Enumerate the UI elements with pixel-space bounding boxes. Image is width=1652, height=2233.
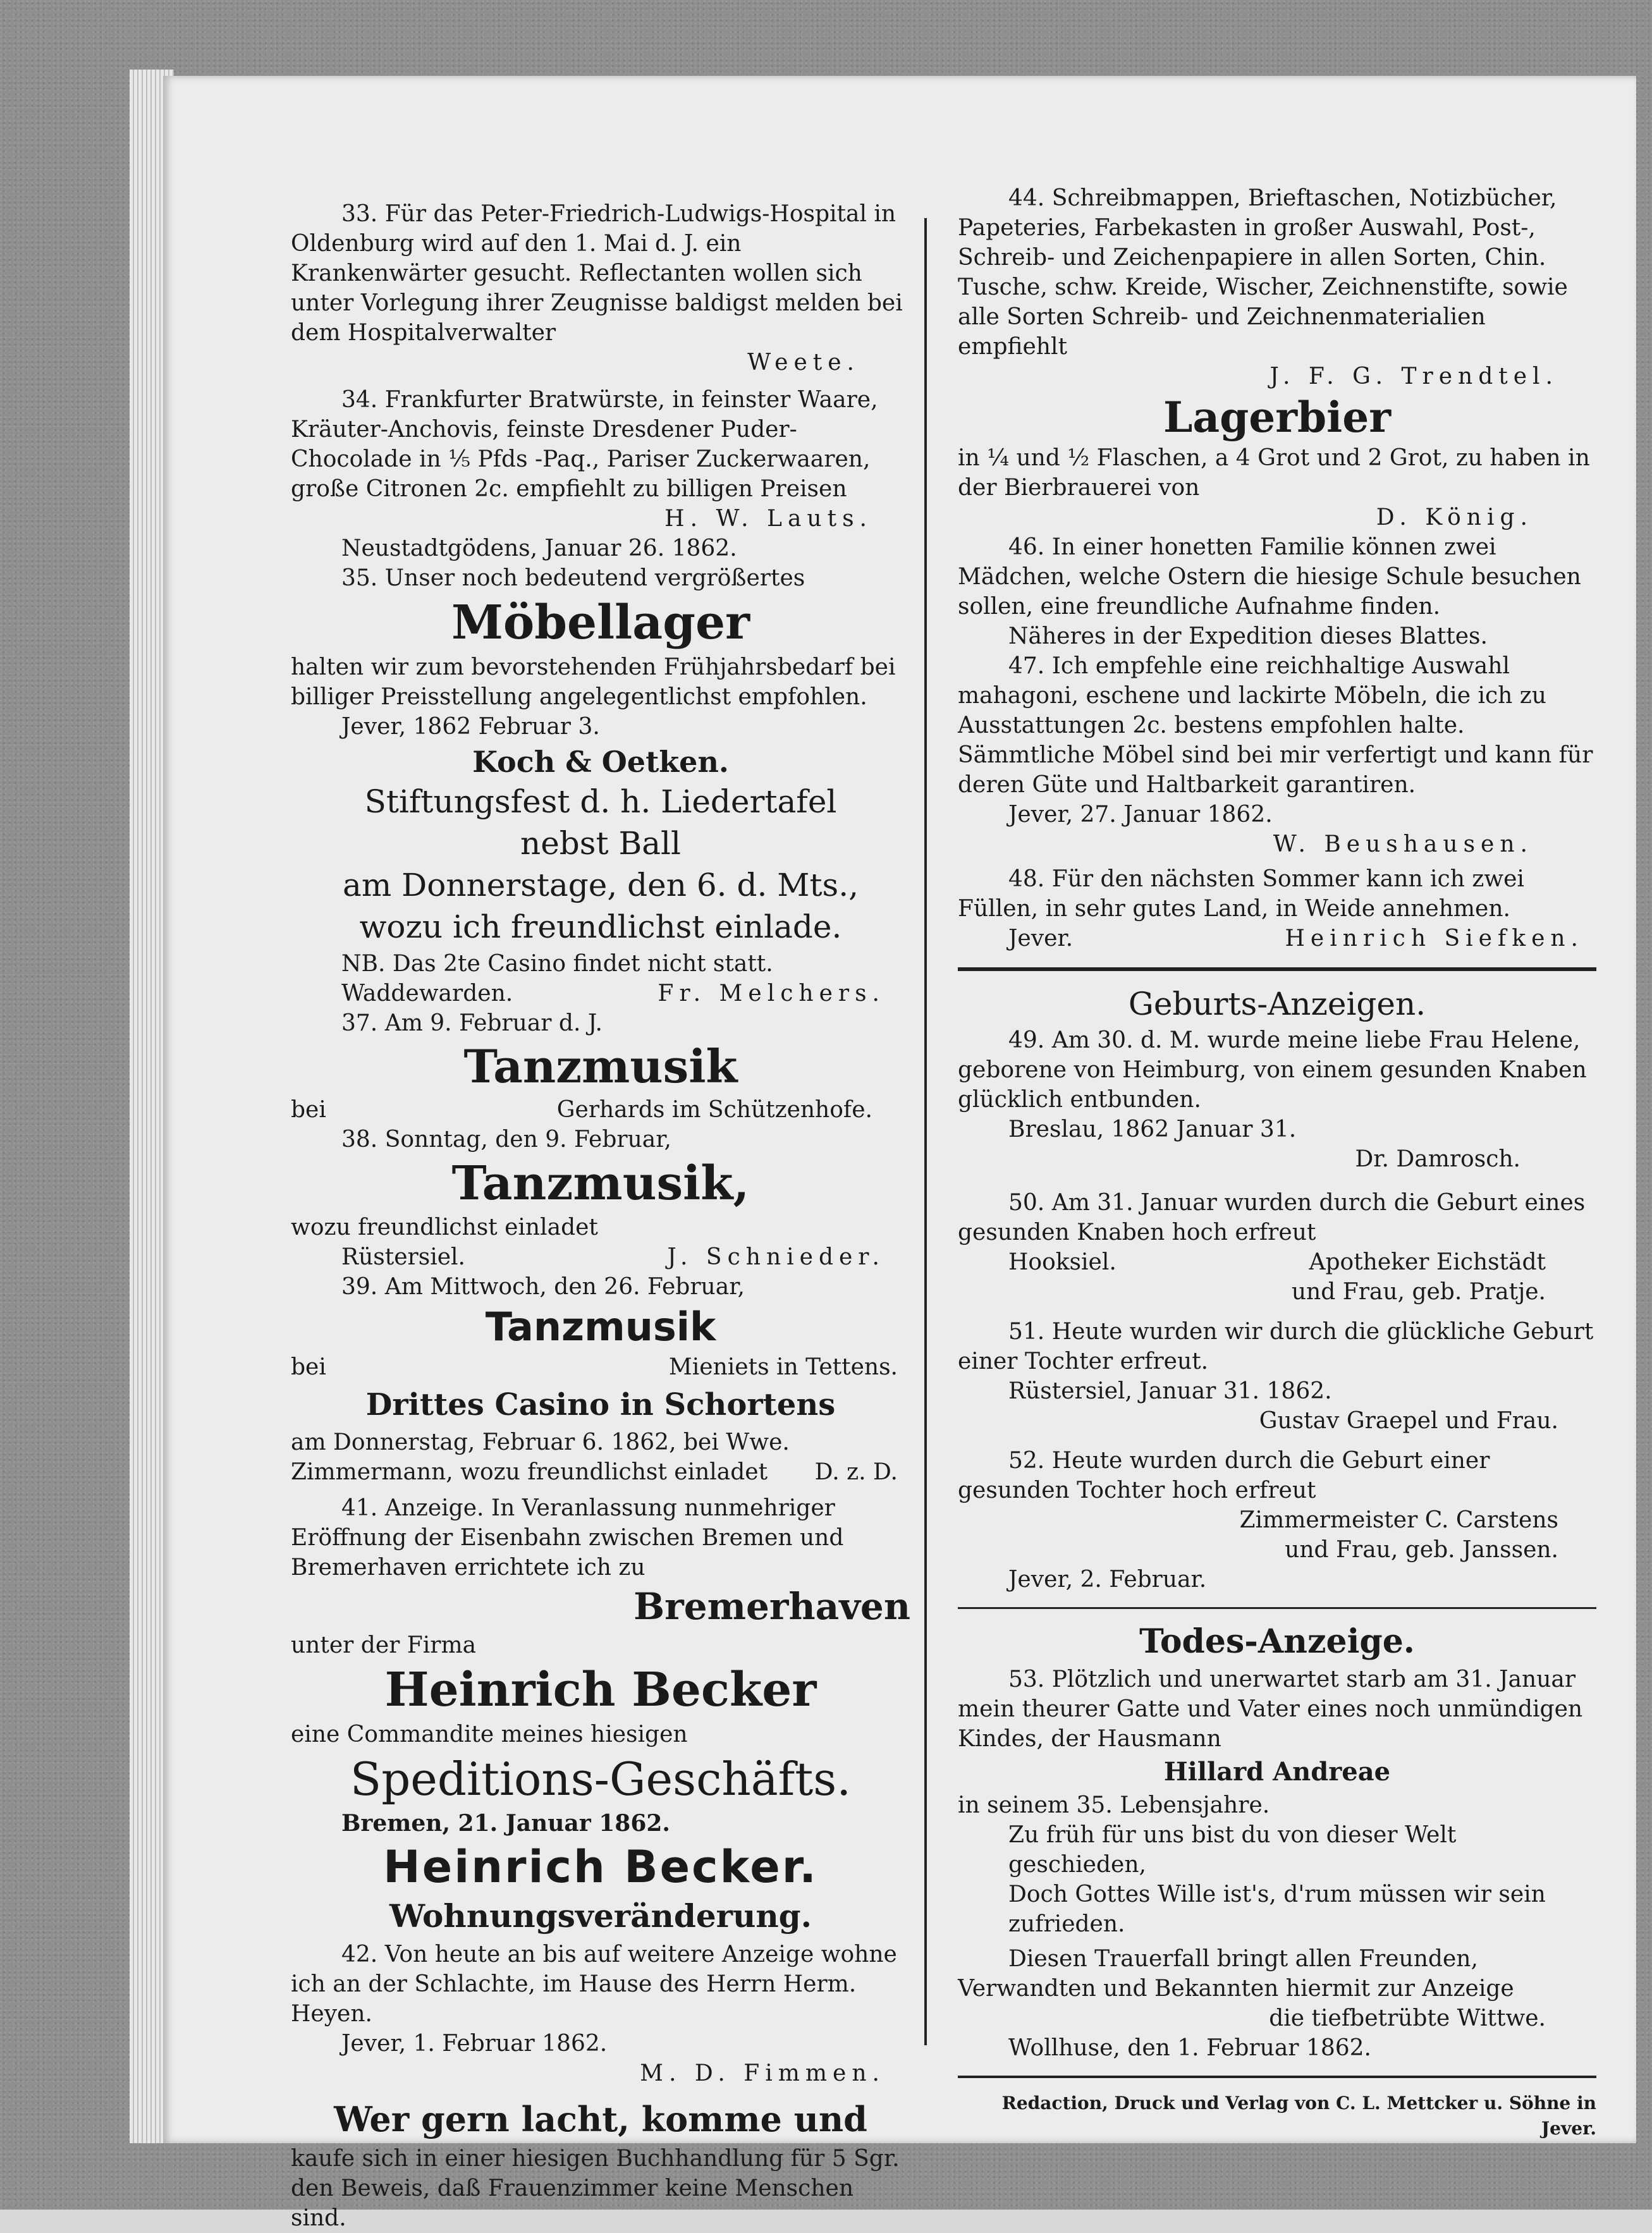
ad-45-signature: D. König. <box>1376 505 1533 530</box>
ad-53-text: 53. Plötzlich und unerwartet starb am 31. Januar mein theurer Gatte und Vater eines noch unmündigen Kindes, der Hausmann <box>958 1667 1583 1752</box>
ad-43-heading: Wer gern lacht, komme und <box>334 2099 867 2139</box>
ad-51-text: 51. Heute wurden wir durch die glückliche Geburt einer Tochter erfreut. <box>958 1319 1594 1374</box>
ad-36-line-2: nebst Ball <box>520 825 681 862</box>
ad-41-body: 41. Anzeige. In Veranlassung nunmehriger Eröffnung der Eisenbahn zwischen Bremen und Bremerhaven errichtete ich zu <box>291 1495 844 1581</box>
ad-53-verse-1: Zu früh für uns bist du von dieser Welt geschieden, <box>1008 1822 1457 1878</box>
ad-36-nb: NB. Das 2te Casino findet nicht statt. <box>341 951 773 977</box>
ad-38-place: Rüstersiel. <box>341 1244 465 1270</box>
ad-35-heading: Möbellager <box>451 596 750 650</box>
ad-53-place: Wollhuse, den 1. Februar 1862. <box>1008 2035 1371 2061</box>
ad-41-place: Bremen, 21. Januar 1862. <box>341 1810 670 1837</box>
ad-52-place: Jever, 2. Februar. <box>1008 1567 1207 1593</box>
ad-48-text: 48. Für den nächsten Sommer kann ich zwei Füllen, in sehr gutes Land, in Weide annehmen. <box>958 866 1524 922</box>
ad-41-commandite: eine Commandite meines hiesigen <box>291 1722 688 1747</box>
ad-48-signature: Heinrich Siefken. <box>1285 926 1584 951</box>
ad-50-signature-2: und Frau, geb. Pratje. <box>1291 1279 1546 1305</box>
ad-33-signature: Weete. <box>747 350 860 376</box>
ad-42-heading: Wohnungsveränderung. <box>389 1897 812 1935</box>
ad-41-signature: Heinrich Becker. <box>383 1841 818 1893</box>
ad-40-signature: D. z. D. <box>814 1459 898 1485</box>
left-column <box>291 199 910 2233</box>
ad-39-heading: Tanzmusik <box>485 1304 716 1350</box>
ad-47-signature: W. Beushausen. <box>1273 831 1533 857</box>
ad-49-text: 49. Am 30. d. M. wurde meine liebe Frau Helene, geborene von Heimburg, von einem gesunden Knaben glücklich entbunden. <box>958 1027 1587 1113</box>
ad-45-heading: Lagerbier <box>1163 393 1392 442</box>
ad-40-body: am Donnerstag, Februar 6. 1862, bei Wwe. Zimmermann, wozu freundlichst einladet <box>291 1429 790 1485</box>
ad-34-signature: H. W. Lauts. <box>664 506 872 532</box>
ad-35-place: Jever, 1862 Februar 3. <box>341 714 600 740</box>
ad-33-text: 33. Für das Peter-Friedrich-Ludwigs-Hospital in Oldenburg wird auf den 1. Mai d. J. ein Krankenwärter gesucht. Reflectanten wollen sich unter Vorlegung ihrer Zeugnisse baldigst melden bei dem Hospitalverwalter <box>291 201 903 346</box>
ad-39-bei: bei <box>291 1354 326 1380</box>
ad-41-firma: unter der Firma <box>291 1632 477 1658</box>
ad-52-signature-2: und Frau, geb. Janssen. <box>1285 1537 1558 1563</box>
ad-43-body: kaufe sich in einer hiesigen Buchhandlung für 5 Sgr. den Beweis, daß Frauenzimmer keine Menschen sind. <box>291 2146 900 2231</box>
ad-39-intro: 39. Am Mittwoch, den 26. Februar, <box>341 1274 745 1300</box>
ad-41-spedition: Speditions-Geschäfts. <box>350 1753 852 1806</box>
section-rule <box>958 1607 1596 1609</box>
ad-36-line-4: wozu ich freundlichst einlade. <box>359 908 842 945</box>
ad-46-text: 46. In einer honetten Familie können zwei Mädchen, welche Ostern die hiesige Schule besuchen sollen, eine freundliche Aufnahme finden. <box>958 534 1581 620</box>
ad-42-signature: M. D. Fimmen. <box>640 2060 885 2086</box>
ad-44-signature: J. F. G. Trendtel. <box>1270 364 1558 389</box>
ad-38-signature: J. Schnieder. <box>667 1244 885 1270</box>
imprint: Redaction, Druck und Verlag von C. L. Mettcker u. Söhne in Jever. <box>1001 2093 1596 2139</box>
ad-49-signature: Dr. Damrosch. <box>1355 1146 1520 1172</box>
ad-37-bei: bei <box>291 1097 326 1123</box>
ad-48-place: Jever. <box>1008 926 1074 951</box>
ad-41-city: Bremerhaven <box>633 1585 910 1628</box>
ad-37-location: Gerhards im Schützenhofe. <box>556 1097 872 1123</box>
ad-36-place: Waddewarden. <box>341 981 513 1006</box>
ad-39-location: Mieniets in Tettens. <box>668 1354 898 1380</box>
section-rule <box>958 2076 1596 2078</box>
ad-51-signature: Gustav Graepel und Frau. <box>1259 1408 1558 1434</box>
ad-36-line-3: am Donnerstage, den 6. d. Mts., <box>343 867 859 903</box>
birth-heading: Geburts-Anzeigen. <box>1128 986 1426 1022</box>
ad-53-name: Hillard Andreae <box>1163 1757 1391 1787</box>
ad-36-signature: Fr. Melchers. <box>658 981 885 1006</box>
ad-50-text: 50. Am 31. Januar wurden durch die Geburt eines gesunden Knaben hoch erfreut <box>958 1190 1586 1245</box>
ad-38-heading: Tanzmusik, <box>451 1156 750 1211</box>
ad-37-intro: 37. Am 9. Februar d. J. <box>341 1010 603 1036</box>
ad-47-text: 47. Ich empfehle eine reichhaltige Auswahl mahagoni, eschene und lackirte Möbeln, die ich zu Ausstattungen 2c. bestens empfohlen halte. Sämmtliche Möbel sind bei mir verfertigt und kann für deren Güte und Haltbarkeit garantiren. <box>958 653 1593 798</box>
section-rule <box>958 967 1596 971</box>
ad-44-text: 44. Schreibmappen, Brieftaschen, Notizbücher, Papeteries, Farbekasten in großer Auswahl, Post-, Schreib- und Zeichenpapiere in allen Sorten, Chin. Tusche, schw. Kreide, Wischer, Zeichnenstifte, sowie alle Sorten Schreib- und Zeichnenmaterialien empfiehlt <box>958 185 1568 360</box>
ad-50-place: Hooksiel. <box>1008 1249 1117 1275</box>
ad-36-line-1: Stiftungsfest d. h. Liedertafel <box>364 783 837 820</box>
ad-35-intro: 35. Unser noch bedeutend vergrößertes <box>341 565 805 591</box>
ad-35-signature: Koch & Oetken. <box>472 745 729 779</box>
right-column <box>958 183 1596 2141</box>
ad-42-place: Jever, 1. Februar 1862. <box>341 2031 608 2057</box>
ad-45-body: in ¼ und ½ Flaschen, a 4 Grot und 2 Grot, zu haben in der Bierbrauerei von <box>958 445 1590 501</box>
death-heading: Todes-Anzeige. <box>1139 1622 1415 1661</box>
ad-49-place: Breslau, 1862 Januar 31. <box>1008 1116 1297 1142</box>
ad-52-signature-1: Zimmermeister C. Carstens <box>1239 1507 1558 1533</box>
ad-40-heading: Drittes Casino in Schortens <box>365 1387 836 1422</box>
ad-51-place: Rüstersiel, Januar 31. 1862. <box>1008 1378 1332 1404</box>
ad-42-body: 42. Von heute an bis auf weitere Anzeige wohne ich an der Schlachte, im Hause des Herrn Herm. Heyen. <box>291 1942 897 2027</box>
ad-53-notice: Diesen Trauerfall bringt allen Freunden, Verwandten und Bekannten hiermit zur Anzeige <box>958 1946 1514 2002</box>
ad-34-place: Neustadtgödens, Januar 26. 1862. <box>341 535 737 561</box>
ad-34-text: 34. Frankfurter Bratwürste, in feinster Waare, Kräuter-Anchovis, feinste Dresdener Puder-Chocolade in ⅕ Pfds -Paq., Pariser Zuckerwaaren, große Citronen 2c. empfiehlt zu billigen Preisen <box>291 387 878 502</box>
ad-38-intro: 38. Sonntag, den 9. Februar, <box>341 1127 671 1153</box>
ad-50-signature-1: Apotheker Eichstädt <box>1309 1249 1546 1275</box>
column-divider <box>924 218 927 2045</box>
ad-53-verse-2: Doch Gottes Wille ist's, d'rum müssen wir sein zufrieden. <box>1008 1881 1546 1937</box>
ad-53-signature: die tiefbetrübte Wittwe. <box>1269 2005 1546 2031</box>
ad-35-body: halten wir zum bevorstehenden Frühjahrsbedarf bei billiger Preisstellung angelegentlichst empfohlen. <box>291 654 896 710</box>
ad-53-age: in seinem 35. Lebensjahre. <box>958 1792 1270 1818</box>
ad-38-body: wozu freundlichst einladet <box>291 1214 598 1240</box>
ad-37-heading: Tanzmusik <box>463 1039 738 1093</box>
ad-46-more: Näheres in der Expedition dieses Blattes. <box>1008 623 1488 649</box>
ad-52-text: 52. Heute wurden durch die Geburt einer gesunden Tochter hoch erfreut <box>958 1448 1490 1503</box>
ad-41-name: Heinrich Becker <box>384 1663 817 1717</box>
ad-47-place: Jever, 27. Januar 1862. <box>1008 802 1273 828</box>
